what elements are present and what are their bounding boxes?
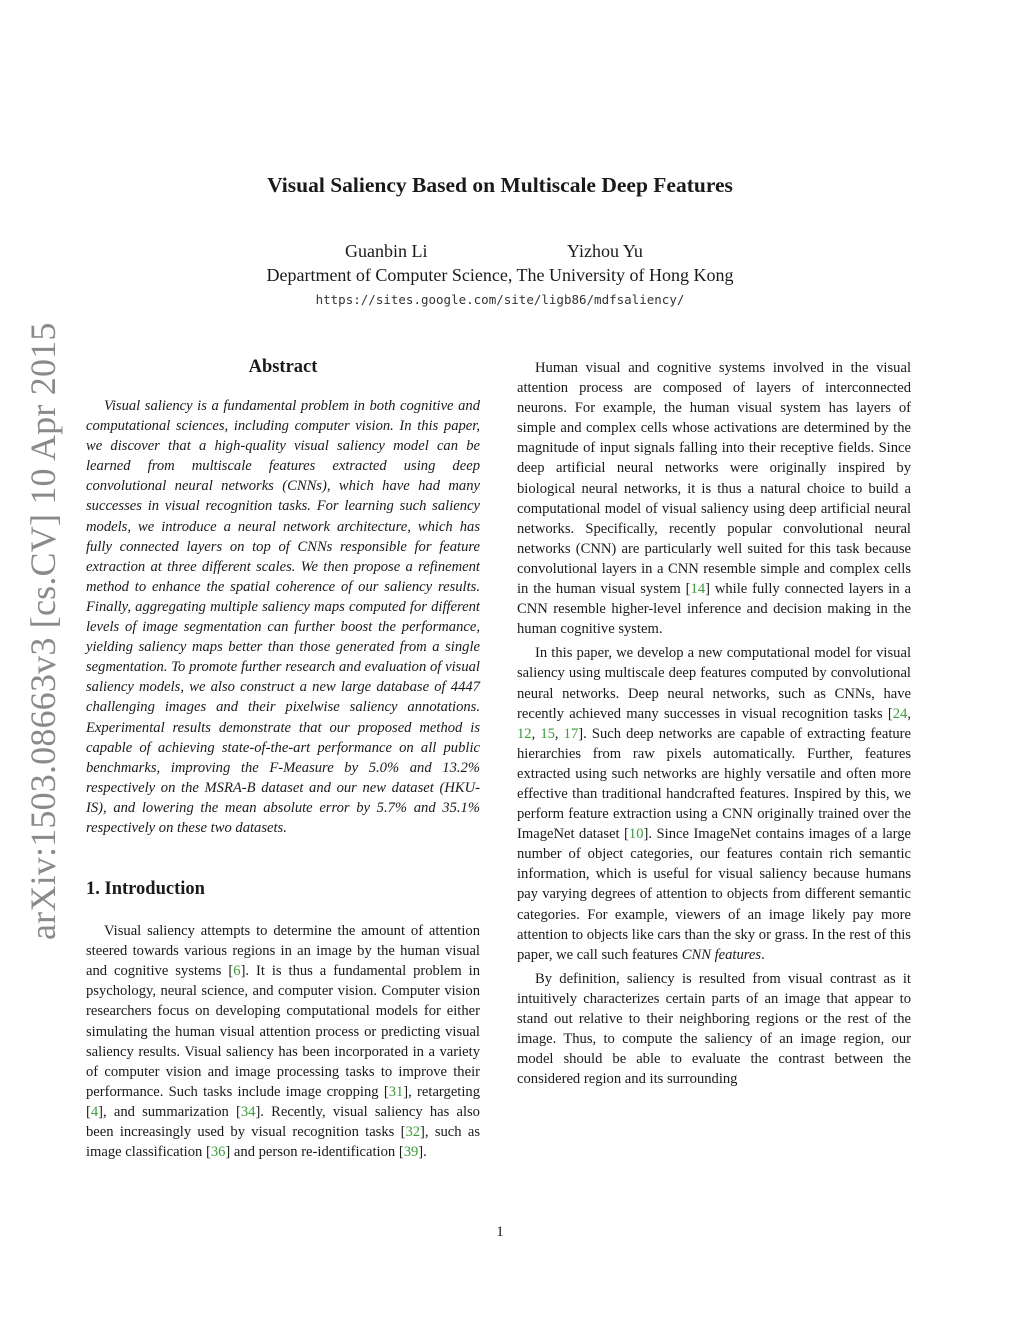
author-name: Yizhou Yu [567,241,643,261]
author-name: Guanbin Li [345,241,428,261]
intro-paragraph-4: By definition, saliency is resulted from visual contrast as it intuitively characterizes certain parts of an image that appear to stand out relative to their neighboring regions or the rest of the image. Thus, to compute the saliency of an image region, our model should be able to evaluate the contrast between the considered region and its surrounding [517,970,911,1088]
citation-link[interactable]: 39 [403,1144,419,1161]
citation-link[interactable]: 12 [517,725,532,742]
paper-title: Visual Saliency Based on Multiscale Deep Features [267,173,733,197]
citation-link[interactable]: 31 [388,1083,404,1100]
citation-link[interactable]: 14 [690,581,706,598]
abstract-text: Visual saliency is a fundamental problem in both cognitive and computational sciences, including computer vision. In this paper, we discover that a high-quality visual saliency model can be learned from multiscale features extracted using deep convolutional neural networks (CNNs), which have had many successes in visual recognition tasks. For learning such saliency models, we introduce a neural network architecture, which has fully connected layers on top of CNNs responsible for feature extraction at three different scales. We then propose a refinement method to enhance the spatial coherence of our saliency results. Finally, aggregating multiple saliency maps computed for different levels of image segmentation can further boost the performance, yielding saliency maps better than those generated from a single segmentation. To promote further research and evaluation of visual saliency models, we also construct a new large database of 4447 challenging images and their pixelwise saliency annotations. Experimental results demonstrate that our proposed method is capable of achieving state-of-the-art performance on all public benchmarks, improving the F-Measure by 5.0% and 13.2% respectively on the MSRA-B dataset and our new dataset (HKU-IS), and lowering the mean absolute error by 5.7% and 35.1% respectively on these two datasets. [86,398,480,836]
citation-link[interactable]: 36 [210,1144,226,1161]
left-column [86,357,480,1162]
intro-paragraph-3: In this paper, we develop a new computational model for visual saliency using multiscale deep features computed by convolutional neural networks. Deep neural networks, such as CNNs, have recently achieved many successes in visual recognition tasks [24, 12, 15, 17]. Such deep networks are capable of extracting feature hierarchies from raw pixels automatically. Further, features extracted using such networks are highly versatile and often more effective than traditional handcrafted features. Inspired by this, we perform feature extraction using a CNN originally trained over the ImageNet dataset [10]. Since ImageNet contains images of a large number of object categories, our features contain rich semantic information, which is useful for visual saliency because humans pay varying degrees of attention to objects from different semantic categories. For example, viewers of an image likely pay more attention to objects like cars than the sky or grass. In the rest of this paper, we call such features CNN features. [517,645,912,963]
section-heading-introduction: 1. Introduction [86,879,205,900]
intro-paragraph-1: Visual saliency attempts to determine the amount of attention steered towards various regions in an image by the human visual and cognitive systems [6]. It is thus a fundamental problem in psychology, neural science, and computer vision. Computer vision researchers focus on developing computational models for either simulating the human visual attention process or predicting visual saliency results. Visual saliency has been incorporated in a variety of computer vision and image processing tasks to improve their performance. Such tasks include image cropping [31], retargeting [4], and summarization [34]. Recently, visual saliency has also been increasingly used by visual recognition tasks [32], such as image classification [36] and person re-identification [39]. [86,923,480,1161]
citation-link[interactable]: 4 [90,1103,99,1120]
citation-link[interactable]: 34 [240,1103,256,1120]
author-list [0,241,1000,265]
citation-link[interactable]: 32 [405,1124,421,1140]
right-column [517,358,911,1089]
citation-link[interactable]: 17 [563,725,579,742]
citation-link[interactable]: 10 [628,826,644,843]
citation-link[interactable]: 6 [233,963,241,980]
affiliation: Department of Computer Science, The University of Hong Kong [266,265,734,285]
intro-paragraph-2: Human visual and cognitive systems involved in the visual attention process are composed of layers of interconnected neurons. For example, the human visual system has layers of simple and complex cells whose activations are determined by the magnitude of input signals falling into their receptive fields. Since deep artificial neural networks were originally inspired by biological neural networks, it is thus a natural choice to build a computational model of visual saliency using deep artificial neural networks. Specifically, recently popular convolutional neural networks (CNN) are particularly well suited for this task because convolutional layers in a CNN resemble simple and complex cells in the human visual system [14] while fully connected layers in a CNN resemble higher-level inference and decision making in the human cognitive system. [517,360,912,638]
citation-link[interactable]: 24 [892,705,908,722]
abstract-heading: Abstract [248,357,318,377]
arxiv-identifier: arXiv:1503.08663v3 [cs.CV] 10 Apr 2015 [23,322,63,940]
page-number: 1 [496,1224,504,1240]
citation-link[interactable]: 15 [540,725,555,742]
project-url[interactable]: https://sites.google.com/site/ligb86/mdfsaliency/ [315,292,685,307]
